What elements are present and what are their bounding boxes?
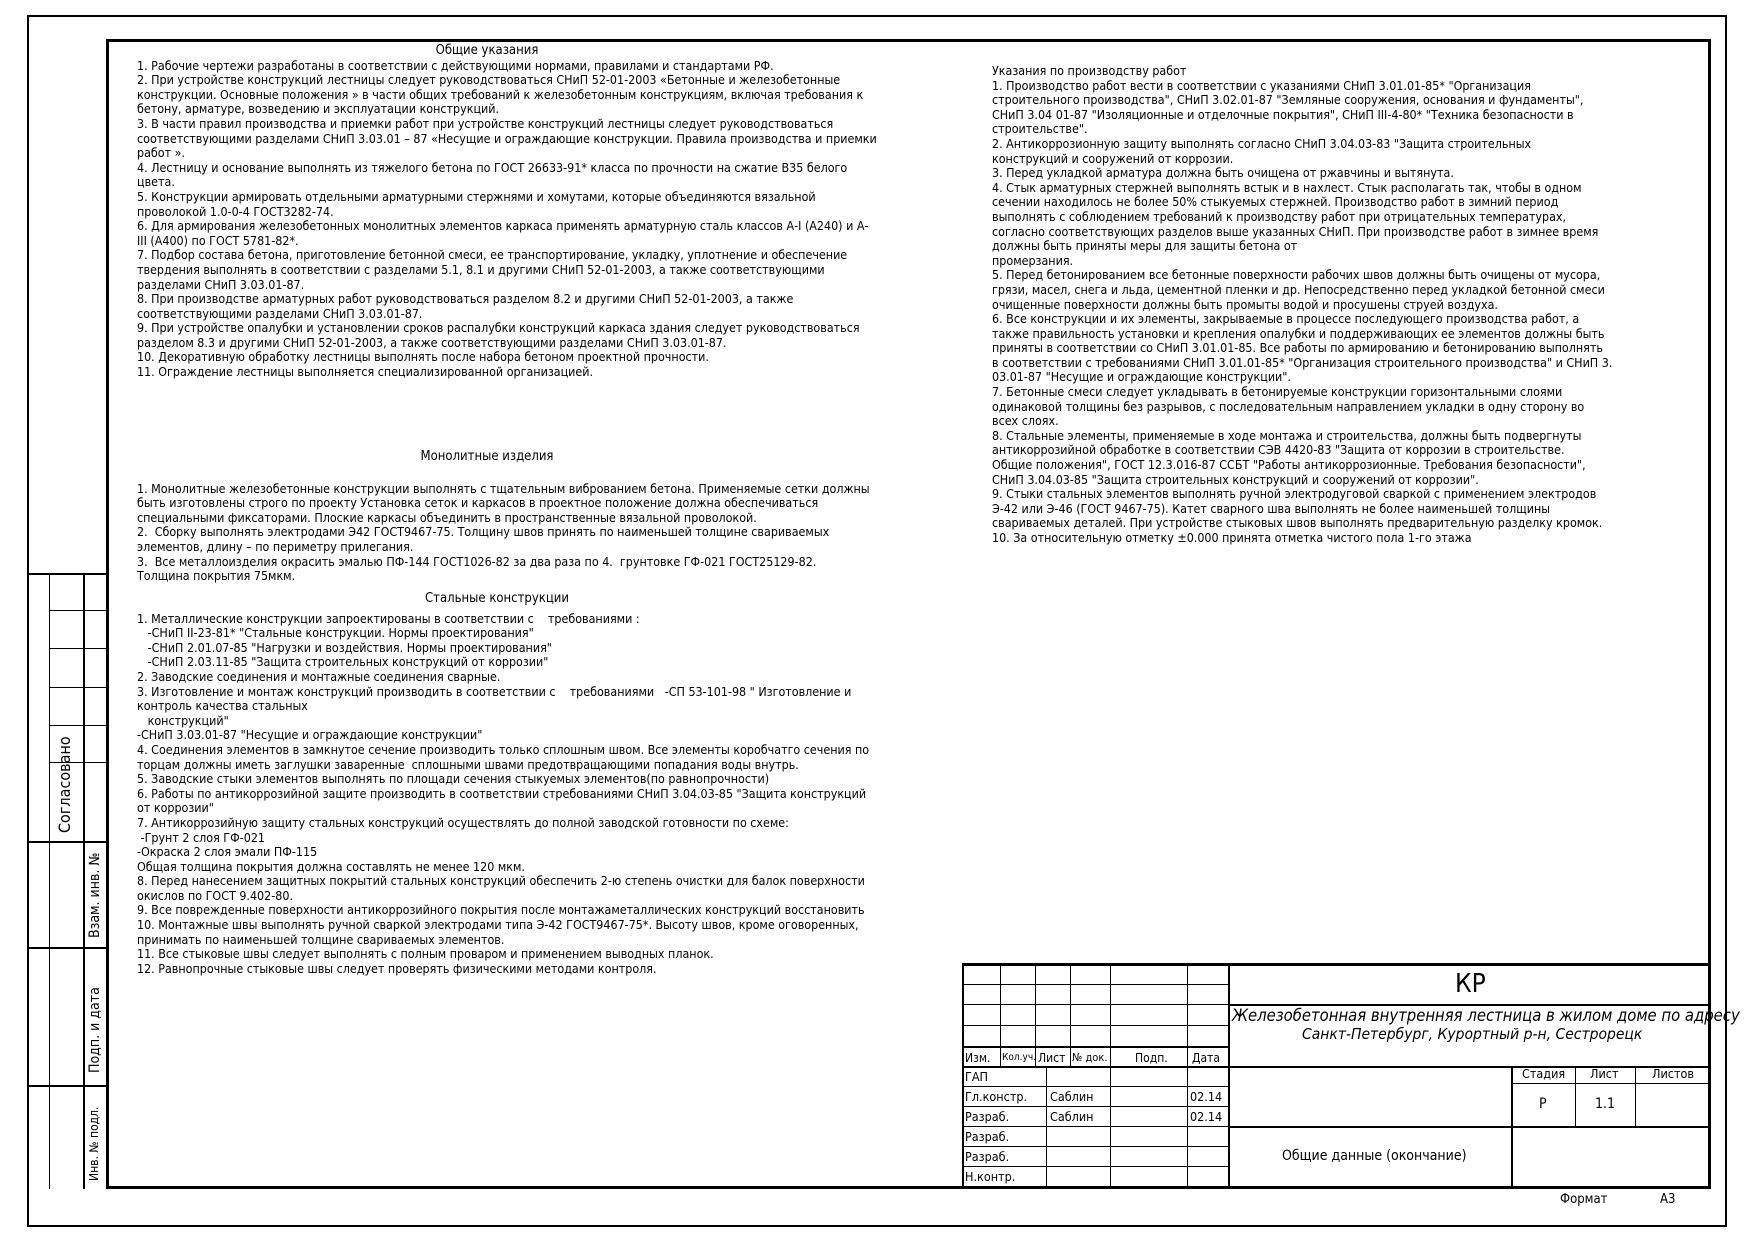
general-line: 9. При устройстве опалубки и установлении сроков распалубки конструкций каркаса здания следует руководствоваться <box>137 320 860 336</box>
steel-line: 5. Заводские стыки элементов выполнять по площади сечения стыкуемых элементов(по равнопрочности) <box>137 771 770 787</box>
general-line: бетону, арматуре, возведению и эксплуатации конструкций. <box>137 101 500 117</box>
production-line: СНиП 3.04 01-87 "Изоляционные и отделочные покрытия", СНиП III-4-80* "Техника безопасности в <box>992 106 1574 122</box>
steel-line: принимать по наименьшей толщине свариваемых элементов. <box>137 931 505 947</box>
production-heading: Указания по производству работ <box>992 63 1187 78</box>
date-glkonstr: 02.14 <box>1190 1089 1223 1104</box>
production-line: 4. Стык арматурных стержней выполнять встык и в нахлест. Стык располагать так, чтобы в одном <box>992 179 1582 195</box>
steel-notes <box>137 612 967 977</box>
production-line: в соответствии с требованиями СНиП 3.01.01-85* "Организация строительного производства" и СНиП 3. <box>992 354 1613 370</box>
general-line: цвета. <box>137 174 175 190</box>
header-date: Дата <box>1192 1051 1220 1065</box>
podp-label: Подп. и дата <box>87 987 103 1073</box>
monolith-notes <box>137 482 967 584</box>
inv-label: Инв. № подл. <box>87 1106 101 1181</box>
general-line: работ ». <box>137 145 185 161</box>
production-line: Э-42 или Э-46 (ГОСТ 9467-75). Катет сварного шва выполнять не более наименьшей толщины <box>992 500 1551 516</box>
stage-value: Р <box>1539 1096 1547 1112</box>
general-line: проволокой 1.0-0-4 ГОСТ3282-74. <box>137 203 334 219</box>
steel-line: -Грунт 2 слоя ГФ-021 <box>137 829 266 845</box>
project-title-line1: Железобетонная внутренняя лестница в жилом доме по адресу <box>1232 1006 1740 1025</box>
production-line: также правильность установки и крепления опалубки и поддерживающих ее элементов должны быть <box>992 325 1605 341</box>
sheets-label: Листов <box>1652 1066 1695 1081</box>
steel-line: 12. Равнопрочные стыковые швы следует проверять физическими методами контроля. <box>137 960 657 976</box>
production-line: должны быть приняты меры для защиты бетона от <box>992 238 1298 254</box>
production-line: 7. Бетонные смеси следует укладывать в бетонируемые конструкции горизонтальными слоями <box>992 384 1563 400</box>
production-line: конструкций и сооружений от коррозии. <box>992 150 1234 166</box>
role-nkontr: Н.контр. <box>965 1169 1016 1184</box>
production-line: 1. Производство работ вести в соответствии с указаниями СНиП 3.01.01-85* "Организация <box>992 77 1531 93</box>
steel-line: -СНиП 2.03.11-85 "Защита строительных конструкций от коррозии" <box>137 654 549 670</box>
role-razrab-1: Разраб. <box>965 1109 1010 1124</box>
production-line: 10. За относительную отметку ±0.000 принята отметка чистого пола 1-го этажа <box>992 530 1472 545</box>
monolith-line: элементов, длину – по периметру прилегания. <box>137 538 414 554</box>
general-heading: Общие указания <box>435 43 539 58</box>
side-strip <box>27 573 108 1189</box>
steel-line: окислов по ГОСТ 9.402-80. <box>137 887 293 903</box>
production-line: 2. Антикоррозионную защиту выполнять согласно СНиП 3.04.03-83 "Защита строительных <box>992 135 1532 151</box>
monolith-line: 3. Все металлоизделия окрасить эмалью ПФ-144 ГОСТ1026-82 за два раза по 4. грунтовке ГФ-021 ГОСТ25129-82. <box>137 553 817 569</box>
production-line: СНиП 3.04.03-85 "Защита строительных конструкций и сооружений от коррозии". <box>992 471 1479 487</box>
name-razrab-1: Саблин <box>1050 1109 1094 1124</box>
date-razrab-1: 02.14 <box>1190 1109 1223 1124</box>
production-line: выполнять с соблюдением требований к производству работ при отрицательных температурах, <box>992 208 1567 224</box>
general-line: разделом 8.3 и другими СНиП 52-01-2003, а также соответствующими разделами СНиП 3.03.01-87. <box>137 334 727 350</box>
production-notes <box>992 79 1692 546</box>
production-line: 5. Перед бетонированием все бетонные поверхности рабочих швов должны быть очищены от мусора, <box>992 267 1601 283</box>
monolith-heading: Монолитные изделия <box>420 449 554 464</box>
monolith-line: 1. Монолитные железобетонные конструкции выполнять с тщательным виброванием бетона. Применяемые сетки должны <box>137 480 870 496</box>
production-line: одинаковой толщины без разрывов, с последовательным направлением укладки в одну сторону во <box>992 398 1585 414</box>
header-doc: № док. <box>1072 1051 1108 1064</box>
production-line: 6. Все конструкции и их элементы, закрываемые в процессе последующего производства работ, а <box>992 311 1580 327</box>
general-line: 1. Рабочие чертежи разработаны в соответствии с действующими нормами, правилами и стандартами РФ. <box>137 57 774 73</box>
production-line: очищенные поверхности должны быть промыты водой и просушены струей воздуха. <box>992 296 1498 312</box>
general-line: 10. Декоративную обработку лестницы выполнять после набора бетоном проектной прочности. <box>137 349 709 365</box>
sheet-title: Общие данные (окончание) <box>1282 1148 1467 1164</box>
monolith-line: 2. Сборку выполнять электродами Э42 ГОСТ9467-75. Толщину швов принять по наименьшей толщине свариваемых <box>137 524 830 540</box>
steel-line: -СНиП II-23-81* "Стальные конструкции. Нормы проектирования" <box>137 625 534 641</box>
steel-line: 7. Антикоррозийную защиту стальных конструкций осуществлять до полной заводской готовности по схеме: <box>137 814 789 830</box>
left-column <box>137 44 967 380</box>
general-line: твердения выполнять в соответствии с разделами 5.1, 8.1 и другими СНиП 52-01-2003, а также соответствующими <box>137 261 825 277</box>
role-razrab-2: Разраб. <box>965 1129 1010 1144</box>
vzam-label: Взам. инв. № <box>87 852 103 938</box>
monolith-line: Толщина покрытия 75мкм. <box>137 568 296 584</box>
steel-line: -Окраска 2 слоя эмали ПФ-115 <box>137 844 318 860</box>
steel-line: 3. Изготовление и монтаж конструкций производить в соответствии с требованиями -СП 53-101-98 " Изготовление и <box>137 683 852 699</box>
general-line: 4. Лестницу и основание выполнять из тяжелого бетона по ГОСТ 26633-91* класса по прочности на сжатие В35 белого <box>137 159 848 175</box>
general-line: 5. Конструкции армировать отдельными арматурными стержнями и хомутами, которые объединяются вязальной <box>137 188 816 204</box>
steel-line: -СНиП 2.01.07-85 "Нагрузки и воздействия. Нормы проектирования" <box>137 639 552 655</box>
steel-line: 9. Все поврежденные поверхности антикоррозийного покрытия после монтажаметаллических конструкций восстановить <box>137 902 865 918</box>
steel-line: контроль качества стальных <box>137 698 308 714</box>
name-glkonstr: Саблин <box>1050 1089 1094 1104</box>
monolith-line: специальными фиксаторами. Плоские каркасы объединить в пространственные вязальной проволокой. <box>137 509 757 525</box>
steel-line: 8. Перед нанесением защитных покрытий стальных конструкций обеспечить 2-ю степень очистки для балок поверхности <box>137 873 865 889</box>
production-line: строительного производства", СНиП 3.02.01-87 "Земляные сооружения, основания и фундаменты", <box>992 92 1584 108</box>
general-line: 2. При устройстве конструкций лестницы следует руководствоваться СНиП 52-01-2003 «Бетонные и железобетонные <box>137 72 841 88</box>
agreed-label: Согласовано <box>55 736 74 833</box>
steel-line: 10. Монтажные швы выполнять ручной сваркой электродами типа Э-42 ГОСТ9467-75*. Высоту швов, кроме оговоренных, <box>137 917 859 933</box>
steel-line: конструкций" <box>137 712 229 728</box>
production-line: свариваемых деталей. При устройстве стыковых швов выполнять предварительную разделку кромок. <box>992 515 1603 531</box>
general-line: соответствующими разделами СНиП 3.03.01-87. <box>137 305 423 321</box>
steel-heading: Стальные конструкции <box>425 591 569 606</box>
production-line: 9. Стыки стальных элементов выполнять ручной электродуговой сваркой с применением электродов <box>992 486 1597 502</box>
production-line: строительстве". <box>992 121 1088 137</box>
steel-line: от коррозии" <box>137 800 214 816</box>
right-column <box>992 64 1692 546</box>
title-block <box>962 963 1740 1189</box>
header-izm: Изм. <box>965 1051 991 1065</box>
steel-line: торцам должны иметь заглушки заваренные сплошными швами предотвращающими попадания воды внутрь. <box>137 756 799 772</box>
general-line: соответствующими разделами СНиП 3.03.01 – 87 «Несущие и ограждающие конструкции. Правила производства и приемки <box>137 130 877 146</box>
header-kolch: Кол.уч. <box>1002 1052 1036 1063</box>
steel-line: 11. Все стыковые швы следует выполнять с полным проваром и применением выводных планок. <box>137 946 714 962</box>
header-podp: Подп. <box>1135 1051 1168 1065</box>
steel-line: 4. Соединения элементов в замкнутое сечение производить только сплошным швом. Все элементы коробчатго сечения по <box>137 741 870 757</box>
steel-line: -СНиП 3.03.01-87 "Несущие и ограждающие конструкции" <box>137 727 483 743</box>
header-list: Лист <box>1038 1051 1066 1065</box>
production-line: 8. Стальные элементы, применяемые в ходе монтажа и строительства, должны быть подвергнуты <box>992 427 1582 443</box>
general-line: 3. В части правил производства и приемки работ при устройстве конструкций лестницы следует руководствоваться <box>137 115 834 131</box>
general-line: разделами СНиП 3.03.01-87. <box>137 276 305 292</box>
production-line: антикоррозийной обработке в соответствии СЭВ 4420-83 "Защита от коррозии в строительстве. <box>992 442 1565 458</box>
steel-line: 1. Металлические конструкции запроектированы в соответствии с требованиями : <box>137 610 640 626</box>
monolith-line: быть изготовлены строго по проекту Установка сеток и каркасов в проектное положение должна обеспечиваться <box>137 495 819 511</box>
role-glkonstr: Гл.констр. <box>965 1089 1028 1104</box>
general-line: 8. При производстве арматурных работ руководствоваться разделом 8.2 и другими СНиП 52-01-2003, а также <box>137 291 794 307</box>
steel-line: Общая толщина покрытия должна составлять не менее 120 мкм. <box>137 858 525 874</box>
production-line: согласно соответствующих разделов выше указанных СНиП. При производстве работ в зимнее время <box>992 223 1599 239</box>
steel-line: 6. Работы по антикоррозийной защите производить в соответствии стребованиями СНиП 3.04.03-85 "Защита конструкций <box>137 785 867 801</box>
production-line: Общие положения", ГОСТ 12.3.016-87 ССБТ "Работы антикоррозионные. Требования безопасности", <box>992 457 1586 473</box>
general-notes <box>137 59 967 380</box>
production-line: сечении находилось не более 50% стыкуемых стержней. Производство работ в зимний период <box>992 194 1559 210</box>
sheet-label: Лист <box>1590 1066 1619 1081</box>
general-line: 11. Ограждение лестницы выполняется специализированной организацией. <box>137 364 594 380</box>
production-line: всех слоях. <box>992 413 1059 429</box>
format-value: А3 <box>1660 1192 1676 1207</box>
general-line: 7. Подбор состава бетона, приготовление бетонной смеси, ее транспортирование, укладку, уплотнение и обеспечение <box>137 247 848 263</box>
role-razrab-3: Разраб. <box>965 1149 1010 1164</box>
project-code: КР <box>1455 969 1486 999</box>
steel-section <box>137 592 967 976</box>
monolith-section <box>137 450 967 584</box>
stage-label: Стадия <box>1522 1066 1566 1081</box>
sheet-value: 1.1 <box>1595 1096 1616 1112</box>
production-line: приняты в соответствии со СНиП 3.01.01-85. Все работы по армированию и бетонированию выполнять <box>992 340 1603 356</box>
general-line: III (А400) по ГОСТ 5781-82*. <box>137 232 299 248</box>
general-line: 6. Для армирования железобетонных монолитных элементов каркаса применять арматурную сталь классов А-I (А240) и А- <box>137 218 869 234</box>
steel-line: 2. Заводские соединения и монтажные соединения сварные. <box>137 668 501 684</box>
project-title-line2: Санкт-Петербург, Курортный р-н, Сестрорецк <box>1302 1025 1643 1043</box>
production-line: промерзания. <box>992 252 1074 268</box>
role-gap: ГАП <box>965 1069 989 1084</box>
production-line: 03.01-87 "Несущие и ограждающие конструкции". <box>992 369 1291 385</box>
format-label: Формат <box>1560 1192 1608 1207</box>
general-line: конструкции. Основные положения » в части общих требований к железобетонным конструкциям, включая требования к <box>137 86 864 102</box>
production-line: 3. Перед укладкой арматура должна быть очищена от ржавчины и вытянута. <box>992 165 1454 181</box>
production-line: грязи, масел, снега и льда, цементной пленки и др. Непосредственно перед укладкой бетонной смеси <box>992 281 1605 297</box>
